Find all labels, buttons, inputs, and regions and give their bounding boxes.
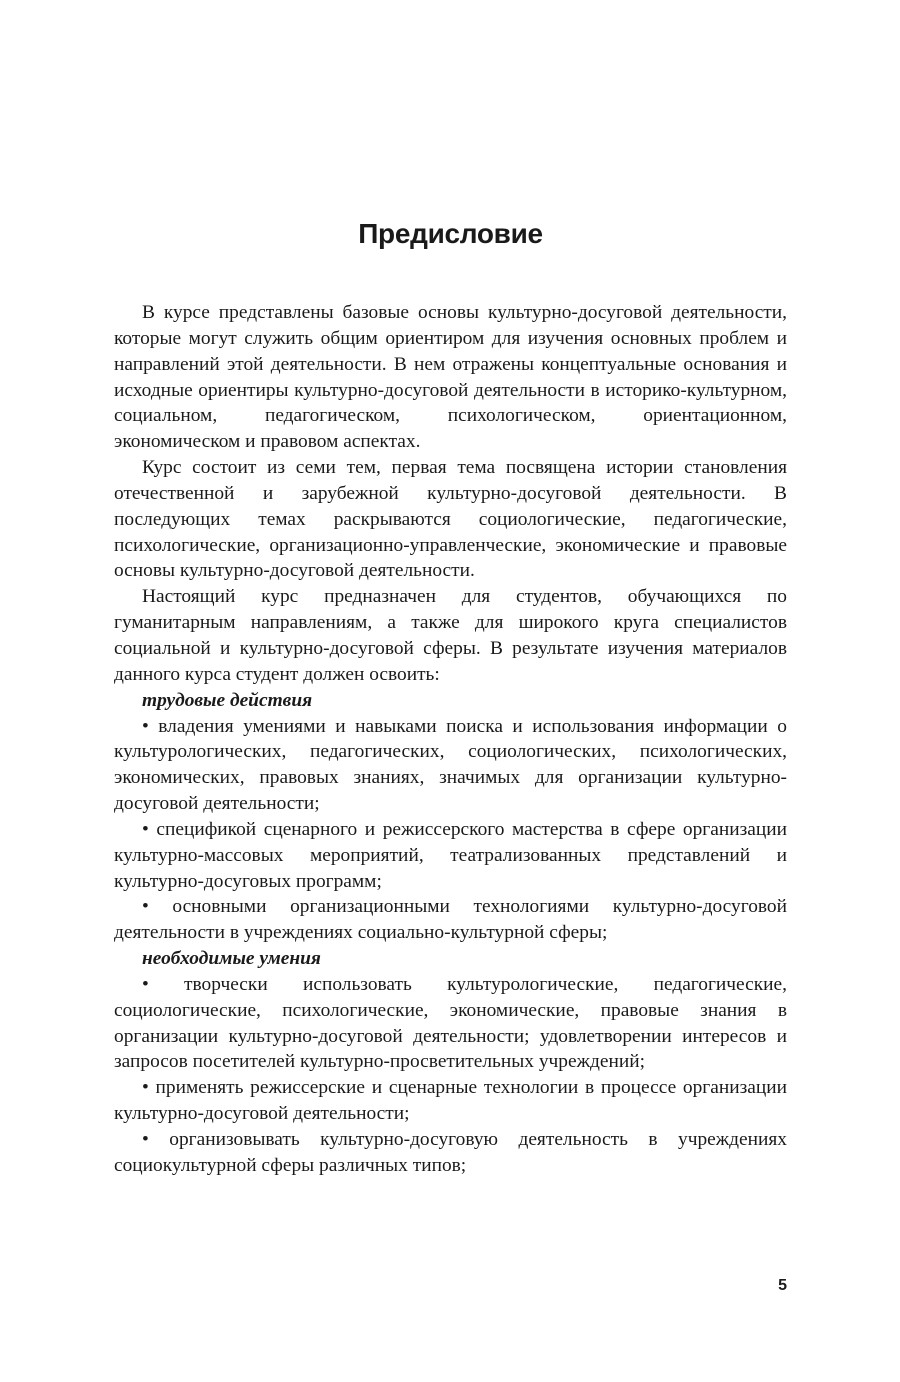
list-item: • владения умениями и навыками поиска и использования информации о культурологических, педагогических, социологических, психологических, экономических, правовых знаниях, значимых для организации культурно-досуговой деятельности;: [114, 715, 787, 815]
section-heading-required-skills: необходимые умения: [142, 948, 321, 970]
section-heading-labor-actions: трудовые действия: [142, 689, 313, 711]
list-item: • спецификой сценарного и режиссерского мастерства в сфере организации культурно-массовых мероприятий, театрализованных представлений и культурно-досуговых программ;: [114, 818, 787, 892]
paragraph-course-structure: Курс состоит из семи тем, первая тема посвящена истории становления отечественной и зарубежной культурно-досуговой деятельности. В последующих темах раскрываются социологические, педагогические, психологические, организационно-управленческие, экономические и правовые основы культурно-досуговой деятельности.: [114, 457, 787, 582]
book-page: [114, 0, 787, 1382]
paragraph-audience: Настоящий курс предназначен для студентов, обучающихся по гуманитарным направлениям, а также для широкого круга специалистов социальной и культурно-досуговой сферы. В результате изучения материалов данного курса студент должен освоить:: [114, 586, 787, 685]
body-text: [114, 300, 787, 1179]
page-number: 5: [778, 1277, 787, 1294]
list-item: • творчески использовать культурологические, педагогические, социологические, психологические, экономические, правовые знания в организации культурно-досуговой деятельности; удовлетворении интересов и запросов посетителей культурно-просветительных учреждений;: [114, 973, 787, 1073]
list-item: • организовывать культурно-досуговую деятельность в учреждениях социокультурной сферы различных типов;: [114, 1129, 787, 1176]
page-title: Предисловие: [358, 218, 543, 249]
paragraph-intro: В курсе представлены базовые основы культурно-досуговой деятельности, которые могут служить общим ориентиром для изучения основных проблем и направлений этой деятельности. В нем отражены концептуальные основания и исходные ориентиры культурно-досуговой деятельности в историко-культурном, социальном, педагогическом, психологическом, ориентационном, экономическом и правовом аспектах.: [114, 302, 787, 453]
list-item: • применять режиссерские и сценарные технологии в процессе организации культурно-досуговой деятельности;: [114, 1077, 787, 1125]
list-item: • основными организационными технологиями культурно-досуговой деятельности в учреждениях социально-культурной сферы;: [114, 896, 787, 944]
